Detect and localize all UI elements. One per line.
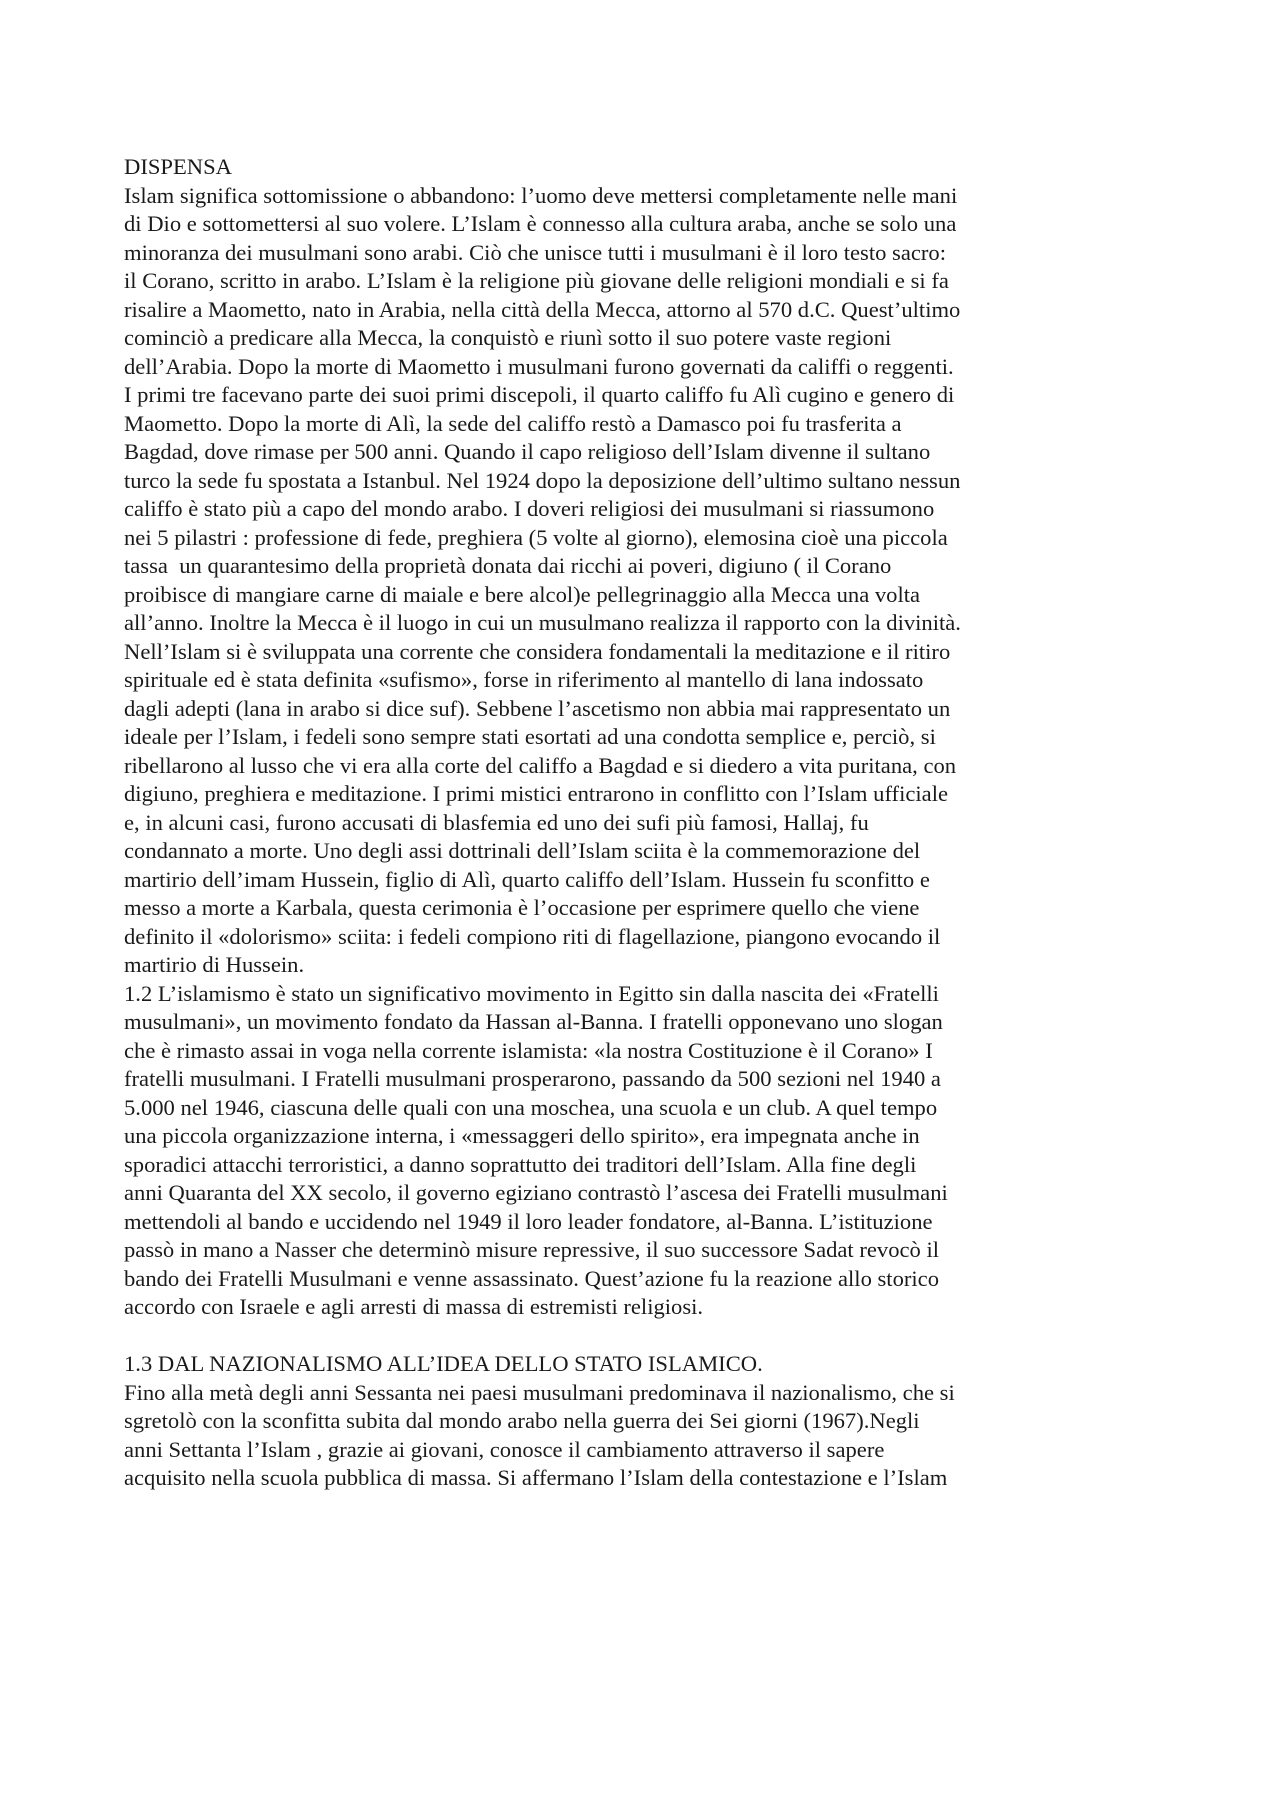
text-line: che è rimasto assai in voga nella corrente islamista: «la nostra Costituzione è il Corano» I [124,1037,933,1063]
text-line: fratelli musulmani. I Fratelli musulmani prosperarono, passando da 500 sezioni nel 1940 a [124,1066,941,1091]
text-line: Nell’Islam si è sviluppata una corrente che considera fondamentali la meditazione e il ritiro [124,638,951,664]
text-line: Maometto. Dopo la morte di Alì, la sede del califfo restò a Damasco poi fu trasferita a [124,410,902,436]
text-line: 1.2 L’islamismo è stato un significativo movimento in Egitto sin dalla nascita dei «Fratelli [124,980,939,1006]
text-line: digiuno, preghiera e meditazione. I primi mistici entrarono in conflitto con l’Islam ufficiale [124,781,948,806]
document-title: DISPENSA [124,154,232,179]
text-line: all’anno. Inoltre la Mecca è il luogo in cui un musulmano realizza il rapporto con la divinità. [124,610,961,635]
section-3-heading: 1.3 DAL NAZIONALISMO ALL’IDEA DELLO STATO ISLAMICO. [124,1351,763,1376]
text-line: I primi tre facevano parte dei suoi primi discepoli, il quarto califfo fu Alì cugino e genero di [124,382,955,407]
text-line: spirituale ed è stata definita «sufismo», forse in riferimento al mantello di lana indossato [124,667,924,692]
text-line: tassa un quarantesimo della proprietà donata dai ricchi ai poveri, digiuno ( il Corano [124,553,892,578]
text-line: turco la sede fu spostata a Istanbul. Nel 1924 dopo la deposizione dell’ultimo sultano nessun [124,467,961,493]
text-line: messo a morte a Karbala, questa cerimonia è l’occasione per esprimere quello che viene [124,895,920,920]
text-line: ideale per l’Islam, i fedeli sono sempre stati esortati ad una condotta semplice e, perciò, si [124,724,936,749]
text-line: definito il «dolorismo» sciita: i fedeli compiono riti di flagellazione, piangono evocando il [124,923,941,949]
text-line: ribellarono al lusso che vi era alla corte del califfo a Bagdad e si diedero a vita puritana, con [124,752,957,778]
text-line: cominciò a predicare alla Mecca, la conquistò e riunì sotto il suo potere vaste regioni [124,325,892,350]
text-line: Fino alla metà degli anni Sessanta nei paesi musulmani predominava il nazionalismo, che si [124,1379,955,1405]
text-line: anni Settanta l’Islam , grazie ai giovani, conosce il cambiamento attraverso il sapere [124,1436,885,1462]
text-line: bando dei Fratelli Musulmani e venne assassinato. Quest’azione fu la reazione allo storico [124,1265,940,1291]
text-line: minoranza dei musulmani sono arabi. Ciò che unisce tutti i musulmani è il loro testo sacro: [124,239,946,265]
text-line: risalire a Maometto, nato in Arabia, nella città della Mecca, attorno al 570 d.C. Quest’ultimo [124,296,961,322]
text-line: condannato a morte. Uno degli assi dottrinali dell’Islam sciita è la commemorazione del [124,838,921,863]
text-line: musulmani», un movimento fondato da Hassan al-Banna. I fratelli opponevano uno slogan [124,1009,943,1034]
text-line: dell’Arabia. Dopo la morte di Maometto i musulmani furono governati da califfi o reggenti. [124,353,954,379]
text-line: dagli adepti (lana in arabo si dice suf). Sebbene l’ascetismo non abbia mai rappresentato un [124,695,951,721]
text-line: acquisito nella scuola pubblica di massa. Si affermano l’Islam della contestazione e l’Islam [124,1465,948,1490]
section-3-paragraph [124,1379,1164,1493]
text-line: accordo con Israele e agli arresti di massa di estremisti religiosi. [124,1294,704,1319]
text-line: sgretolò con la sconfitta subita dal mondo arabo nella guerra dei Sei giorni (1967).Negli [124,1408,920,1433]
text-line: proibisce di mangiare carne di maiale e bere alcol)e pellegrinaggio alla Mecca una volta [124,581,921,607]
text-line: una piccola organizzazione interna, i «messaggeri dello spirito», era impegnata anche in [124,1123,920,1148]
text-line: anni Quaranta del XX secolo, il governo egiziano contrastò l’ascesa dei Fratelli musulmani [124,1180,948,1205]
document-page [124,153,1164,1493]
text-line: nei 5 pilastri : professione di fede, preghiera (5 volte al giorno), elemosina cioè una piccola [124,524,948,550]
text-line: sporadici attacchi terroristici, a danno soprattutto dei traditori dell’Islam. Alla fine degli [124,1151,917,1177]
blank-line [124,1322,1164,1351]
text-line: 5.000 nel 1946, ciascuna delle quali con una moschea, una scuola e un club. A quel tempo [124,1094,938,1120]
text-line: il Corano, scritto in arabo. L’Islam è la religione più giovane delle religioni mondiali e si fa [124,268,949,293]
text-line: mettendoli al bando e uccidendo nel 1949 il loro leader fondatore, al-Banna. L’istituzione [124,1208,933,1234]
text-line: martirio di Hussein. [124,952,305,977]
text-line: Islam significa sottomissione o abbandono: l’uomo deve mettersi completamente nelle mani [124,182,958,208]
text-line: martirio dell’imam Hussein, figlio di Alì, quarto califfo dell’Islam. Hussein fu sconfitto e [124,866,930,892]
text-line: Bagdad, dove rimase per 500 anni. Quando il capo religioso dell’Islam divenne il sultano [124,439,931,464]
text-line: passò in mano a Nasser che determinò misure repressive, il suo successore Sadat revocò il [124,1237,940,1262]
text-line: califfo è stato più a capo del mondo arabo. I doveri religiosi dei musulmani si riassumono [124,496,935,521]
section-2-paragraph [124,980,1164,1322]
text-line: e, in alcuni casi, furono accusati di blasfemia ed uno dei sufi più famosi, Hallaj, fu [124,809,869,835]
text-line: di Dio e sottomettersi al suo volere. L’Islam è connesso alla cultura araba, anche se solo una [124,211,957,236]
section-1-paragraph [124,182,1164,980]
